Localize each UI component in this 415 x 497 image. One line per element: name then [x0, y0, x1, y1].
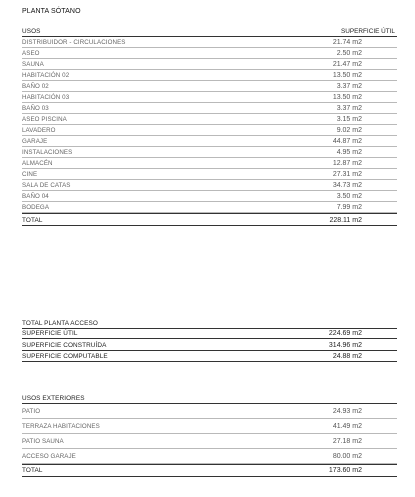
sotano-row — [22, 81, 397, 92]
exteriores-row — [22, 404, 397, 419]
sotano-row — [22, 59, 397, 70]
exteriores-table — [22, 392, 397, 477]
sotano-row-value: 21.47 m2 — [332, 61, 362, 68]
sotano-row-label: CINE — [22, 171, 38, 178]
exteriores-total-label: TOTAL — [22, 467, 43, 474]
sotano-row-value: 4.95 m2 — [336, 149, 362, 156]
acceso-row — [22, 351, 397, 363]
sotano-row-value: 3.15 m2 — [336, 116, 362, 123]
acceso-row — [22, 328, 397, 340]
exteriores-row-value: 41.49 m2 — [332, 423, 362, 430]
sotano-row — [22, 48, 397, 59]
exteriores-row — [22, 434, 397, 449]
sotano-row-label: ASEO PISCINA — [22, 116, 67, 123]
acceso-row-value: 224.69 m2 — [328, 330, 362, 337]
sotano-total-row — [22, 213, 397, 226]
sotano-row-value: 3.37 m2 — [336, 83, 362, 90]
exteriores-row-label: PATIO SAUNA — [22, 438, 64, 445]
sotano-row-label: BAÑO 02 — [22, 83, 49, 90]
exteriores-rows — [22, 404, 397, 464]
sotano-row — [22, 37, 397, 48]
sotano-row-label: LAVADERO — [22, 127, 56, 134]
sotano-row-label: HABITACIÓN 03 — [22, 94, 70, 101]
acceso-table — [22, 316, 397, 362]
sotano-row — [22, 70, 397, 81]
sotano-row-value: 21.74 m2 — [332, 39, 362, 46]
sotano-row — [22, 169, 397, 180]
exteriores-header-row — [22, 392, 397, 404]
sotano-row — [22, 147, 397, 158]
sotano-row-label: BAÑO 04 — [22, 193, 49, 200]
acceso-row — [22, 339, 397, 351]
acceso-row-label: SUPERFICIE COMPUTABLE — [22, 353, 108, 360]
sotano-row — [22, 191, 397, 202]
sotano-row — [22, 125, 397, 136]
sotano-row-label: SAUNA — [22, 61, 44, 68]
sotano-row-value: 34.73 m2 — [332, 182, 362, 189]
acceso-row-label: SUPERFICIE CONSTRUÍDA — [22, 341, 107, 349]
exteriores-total-value: 173.60 m2 — [328, 467, 362, 474]
sotano-row — [22, 180, 397, 191]
sotano-row — [22, 158, 397, 169]
exteriores-row-value: 80.00 m2 — [332, 453, 362, 460]
sotano-header-row — [22, 26, 397, 37]
sotano-row-value: 13.50 m2 — [332, 94, 362, 101]
exteriores-row-label: ACCESO GARAJE — [22, 453, 76, 460]
sotano-row-value: 27.31 m2 — [332, 171, 362, 178]
sotano-row-value: 2.50 m2 — [336, 50, 362, 57]
sotano-row-label: ASEO — [22, 50, 40, 57]
sotano-total-value: 228.11 m2 — [329, 217, 362, 224]
sotano-header-value: SUPERFICIE ÚTIL — [341, 28, 395, 35]
acceso-row-value: 24.88 m2 — [332, 353, 362, 360]
sotano-header-label: USOS — [22, 28, 41, 35]
exteriores-row-label: TERRAZA HABITACIONES — [22, 423, 100, 430]
sotano-row-label: SALA DE CATAS — [22, 182, 71, 189]
sotano-row — [22, 136, 397, 147]
sotano-total-label: TOTAL — [22, 217, 43, 224]
exteriores-row — [22, 419, 397, 434]
acceso-header-row — [22, 316, 397, 328]
page-title: PLANTA SÓTANO — [22, 8, 81, 15]
acceso-row-value: 314.96 m2 — [328, 341, 362, 349]
sotano-row-label: DISTRIBUIDOR - CIRCULACIONES — [22, 39, 126, 46]
sotano-row-label: INSTALACIONES — [22, 149, 73, 156]
sotano-row-label: HABITACIÓN 02 — [22, 72, 70, 79]
sotano-row — [22, 92, 397, 103]
sotano-row — [22, 114, 397, 125]
sotano-row — [22, 202, 397, 213]
sotano-table — [22, 26, 397, 226]
sotano-row-value: 12.87 m2 — [332, 160, 362, 167]
sotano-row — [22, 103, 397, 114]
sotano-row-value: 44.87 m2 — [332, 138, 362, 145]
exteriores-row-value: 27.18 m2 — [332, 438, 362, 445]
sotano-row-label: BAÑO 03 — [22, 105, 49, 112]
sotano-row-value: 3.50 m2 — [336, 193, 362, 200]
acceso-header-label: TOTAL PLANTA ACCESO — [22, 319, 98, 327]
exteriores-header-label: USOS EXTERIORES — [22, 395, 85, 402]
sotano-rows — [22, 37, 397, 213]
sotano-row-label: GARAJE — [22, 138, 48, 145]
sotano-row-value: 3.37 m2 — [336, 105, 362, 112]
sotano-row-value: 13.50 m2 — [332, 72, 362, 79]
sotano-row-value: 7.99 m2 — [336, 204, 362, 211]
sotano-row-value: 9.02 m2 — [336, 127, 362, 134]
acceso-rows — [22, 328, 397, 363]
exteriores-row — [22, 449, 397, 464]
sotano-row-label: ALMACÉN — [22, 160, 53, 167]
exteriores-row-value: 24.93 m2 — [332, 408, 362, 415]
exteriores-row-label: PATIO — [22, 408, 41, 415]
acceso-row-label: SUPERFICIE ÚTIL — [22, 330, 78, 337]
exteriores-total-row — [22, 464, 397, 477]
sotano-row-label: BODEGA — [22, 204, 50, 211]
